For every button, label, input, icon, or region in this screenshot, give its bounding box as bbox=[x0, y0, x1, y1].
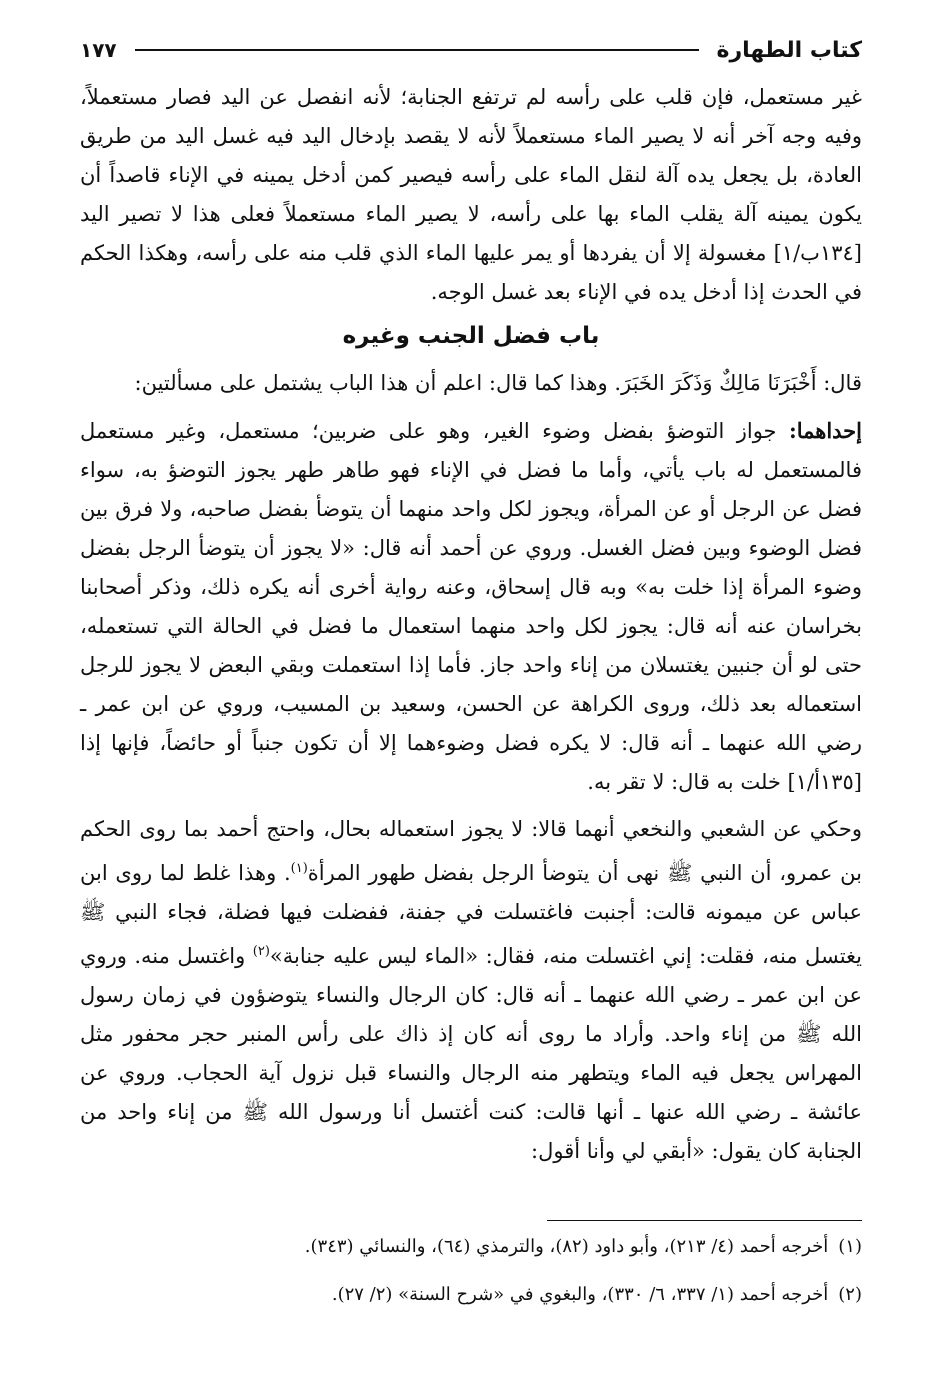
first-issue-body: جواز التوضؤ بفضل وضوء الغير، وهو على ضربين؛ مستعمل، وغير مستعمل فالمستعمل له باب يأتي، وأما ما فضل في الإناء فهو طاهر طهر يجوز التوضؤ به، سواء فضل عن الرجل أو عن المرأة، ويجوز لكل واحد منهما أن يتوضأ بفضل صاحبه، ولا فرق بين فضل الوضوء وبين فضل الغسل. وروي عن أحمد أنه قال: «لا يجوز أن يتوضأ الرجل بفضل وضوء المرأة إذا خلت به» وبه قال إسحاق، وعنه رواية أخرى أنه يكره ذلك، وذكر أصحابنا بخراسان عنه أنه قال: يجوز لكل واحد منهما استعمال ما فضل في الحالة التي تستعمله، حتى لو أن جنبين يغتسلان من إناء واحد جاز. فأما إذا استعملت وبقي البعض لا يجوز للرجل استعماله بعد ذلك، وروى الكراهة عن الحسن، وسعيد بن المسيب، وروي عن ابن عمر ـ رضي الله عنهما ـ أنه قال: لا يكره فضل وضوءهما إلا أن تكون جنباً أو حائضاً، فإنها إذا [١٣٥أ/١] خلت به قال: لا تقر به. bbox=[80, 419, 863, 794]
footnote-item bbox=[80, 1280, 862, 1310]
header-rule bbox=[135, 49, 699, 51]
footnotes bbox=[80, 1232, 862, 1328]
running-header bbox=[80, 30, 862, 70]
footnote-number: (٢) bbox=[838, 1284, 862, 1305]
hukiya-part-b: . وهذا غلط لما روى ابن عباس عن ميمونه قالت: أجنبت فاغتسلت في جفنة، ففضلت فيها فضلة، فجاء النبي ﷺ يغتسل منه، فقلت: إني اغتسلت منه، فقال: «الماء ليس عليه جنابة» bbox=[80, 861, 863, 968]
paragraph-qala: قال: أَخْبَرَنَا مَالِكٌ وَذَكَرَ الخَبَرَ. وهذا كما قال: اعلم أن هذا الباب يشتمل على مسألتين: bbox=[134, 371, 862, 395]
first-issue-label: إحداهما: bbox=[788, 418, 862, 443]
footnote-number: (١) bbox=[838, 1236, 862, 1257]
hukiya-part-c: واغتسل منه. وروي عن ابن عمر ـ رضي الله عنهما ـ أنه قال: كان الرجال والنساء يتوضؤون في زمان رسول الله ﷺ من إناء واحد. وأراد ما روى أنه كان إذ ذاك على رأس المنبر حجر محفور مثل المهراس يجعل فيه الماء ويتطهر منه الرجال والنساء قبل نزول آية الحجاب. وروي عن عائشة ـ رضي الله عنها ـ أنها قالت: كنت أغتسل أنا ورسول الله ﷺ من إناء واحد من الجنابة كان يقول: «أبقي لي وأنا أقول: bbox=[80, 944, 862, 1163]
paragraph-first-issue bbox=[80, 411, 862, 802]
page-number: ١٧٧ bbox=[80, 38, 117, 62]
book-title: كتاب الطهارة bbox=[716, 37, 862, 63]
chapter-heading: باب فضل الجنب وغيره bbox=[342, 323, 600, 349]
hukiya-part-a: وحكي عن الشعبي والنخعي أنهما قالا: لا يجوز استعماله بحال، واحتج أحمد بما روى الحكم بن عمرو، أن النبي ﷺ نهى أن يتوضأ الرجل بفضل طهور المرأة bbox=[80, 817, 862, 885]
footnote-text: أخرجه أحمد (٤/ ٢١٣)، وأبو داود (٨٢)، والترمذي (٦٤)، والنسائي (٣٤٣). bbox=[304, 1236, 829, 1257]
footnote-ref-2[interactable]: (٢) bbox=[252, 944, 270, 959]
footnote-text: أخرجه أحمد (١/ ٣٣٧، ٦/ ٣٣٠)، والبغوي في «شرح السنة» (٢/ ٢٧). bbox=[331, 1284, 829, 1305]
book-page bbox=[80, 30, 862, 1171]
footnote-divider bbox=[547, 1220, 862, 1221]
main-text bbox=[80, 78, 862, 1171]
footnote-item bbox=[80, 1232, 862, 1262]
intro-paragraph: غير مستعمل، فإن قلب على رأسه لم ترتفع الجنابة؛ لأنه انفصل عن اليد فصار مستعملاً، وفيه وجه آخر أنه لا يصير الماء مستعملاً لأنه لا يقصد بإدخال اليد فيه غسل اليد من طريق العادة، بل يجعل يده آلة لنقل الماء على رأسه فيصير كمن أدخل يمينه في الإناء قاصداً أن يكون يمينه آلة يقلب الماء بها على رأسه، لا يصير الماء مستعملاً فعلى هذا لا تصير اليد [١٣٤ب/١] مغسولة إلا أن يفردها أو يمر عليها الماء الذي قلب منه على رأسه، وهكذا الحكم في الحدث إذا أدخل يده في الإناء بعد غسل الوجه. bbox=[80, 85, 862, 304]
footnote-ref-1[interactable]: (١) bbox=[290, 861, 308, 876]
paragraph-hukiya bbox=[80, 810, 862, 1171]
